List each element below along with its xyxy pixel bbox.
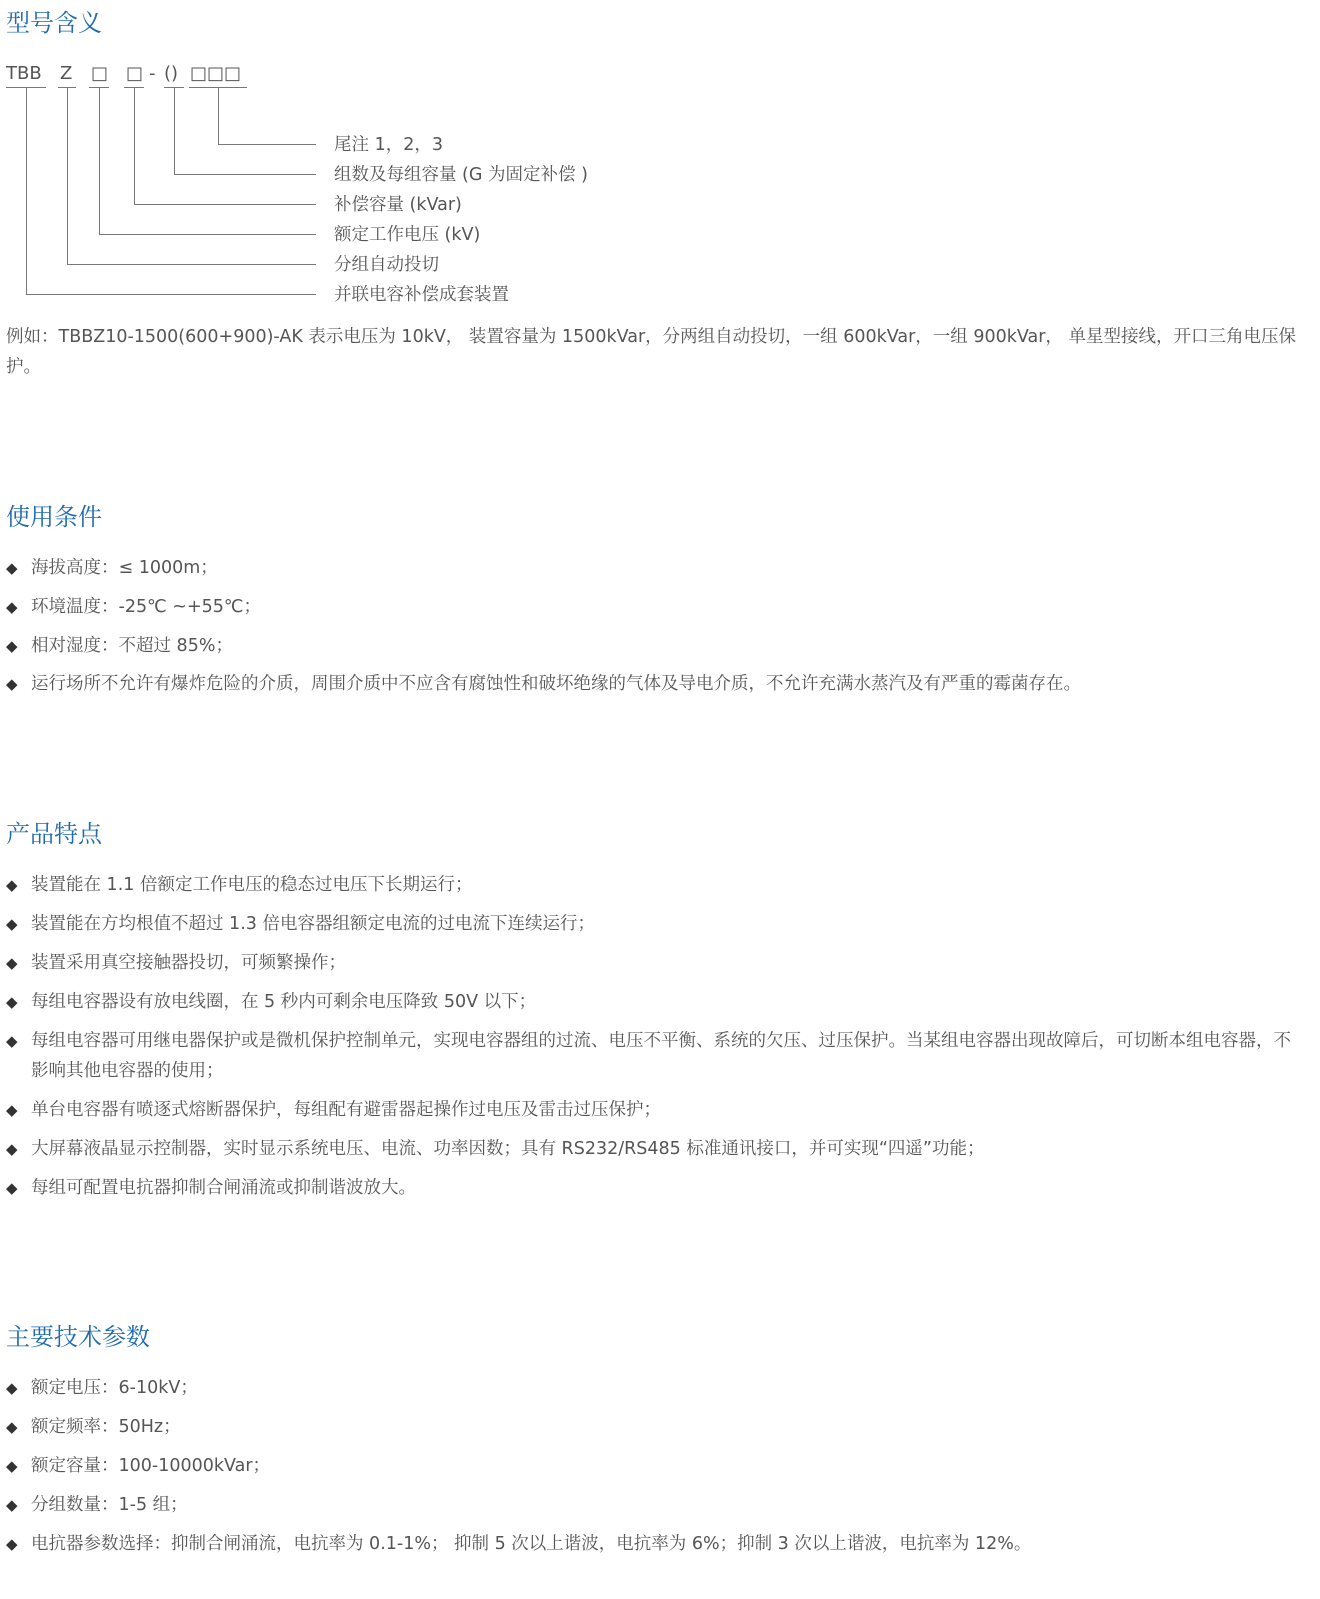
diamond-bullet-icon: ◆ bbox=[6, 1032, 18, 1050]
list-item-text: 装置能在 1.1 倍额定工作电压的稳态过电压下长期运行； bbox=[31, 875, 473, 895]
diamond-bullet-icon: ◆ bbox=[6, 1535, 18, 1553]
list-item-text: 每组电容器设有放电线圈，在 5 秒内可剩余电压降致 50V 以下； bbox=[31, 992, 537, 1012]
list-item bbox=[6, 1026, 1306, 1086]
list-item bbox=[6, 948, 1306, 978]
label-suffix: 尾注 1，2，3 bbox=[334, 135, 443, 155]
code-part-capacity: □ bbox=[126, 63, 144, 84]
list-item bbox=[6, 1490, 1306, 1520]
code-part-z: Z bbox=[60, 63, 73, 84]
list-item-text: 每组可配置电抗器抑制合闸涌流或抑制谐波放大。 bbox=[31, 1178, 416, 1198]
conditions-section-title: 使用条件 bbox=[6, 503, 102, 531]
label-voltage: 额定工作电压 (kV) bbox=[334, 225, 481, 245]
list-item bbox=[6, 1095, 1306, 1125]
leader-suffix-h bbox=[218, 144, 316, 145]
code-part-voltage: □ bbox=[91, 63, 109, 84]
list-item bbox=[6, 1373, 1306, 1403]
list-item bbox=[6, 669, 1306, 699]
label-groups: 组数及每组容量 (G 为固定补偿 ) bbox=[334, 165, 588, 185]
list-item-text: 电抗器参数选择：抑制合闸涌流，电抗率为 0.1-1%； 抑制 5 次以上谐波，电抗率为 6%；抑制 3 次以上谐波，电抗率为 12%。 bbox=[31, 1534, 1032, 1554]
diamond-bullet-icon: ◆ bbox=[6, 559, 18, 577]
leader-tbb-h bbox=[26, 294, 316, 295]
label-capacity: 补偿容量 (kVar) bbox=[334, 195, 462, 215]
diamond-bullet-icon: ◆ bbox=[6, 915, 18, 933]
leader-capacity-v bbox=[134, 87, 135, 205]
list-item-text: 单台电容器有喷逐式熔断器保护，每组配有避雷器起操作过电压及雷击过压保护； bbox=[31, 1100, 661, 1120]
list-item-text: 相对湿度：不超过 85%； bbox=[31, 636, 233, 656]
list-item bbox=[6, 1451, 1306, 1481]
leader-voltage-h bbox=[99, 234, 316, 235]
diamond-bullet-icon: ◆ bbox=[6, 598, 18, 616]
list-item bbox=[6, 909, 1306, 939]
model-section-title: 型号含义 bbox=[6, 9, 102, 37]
diamond-bullet-icon: ◆ bbox=[6, 1418, 18, 1436]
list-item bbox=[6, 987, 1306, 1017]
list-item-text: 海拔高度：≤ 1000m； bbox=[31, 558, 218, 578]
params-section-title: 主要技术参数 bbox=[6, 1323, 150, 1351]
list-item bbox=[6, 1412, 1306, 1442]
diamond-bullet-icon: ◆ bbox=[6, 1101, 18, 1119]
leader-voltage-v bbox=[99, 87, 100, 235]
list-item-text: 大屏幕液晶显示控制器，实时显示系统电压、电流、功率因数；具有 RS232/RS485 标准通讯接口，并可实现“四遥”功能； bbox=[31, 1139, 985, 1159]
label-device: 并联电容补偿成套装置 bbox=[334, 285, 509, 305]
list-item bbox=[6, 553, 1306, 583]
features-section-title: 产品特点 bbox=[6, 820, 102, 848]
diamond-bullet-icon: ◆ bbox=[6, 1179, 18, 1197]
list-item-text: 额定频率：50Hz； bbox=[31, 1417, 181, 1437]
leader-z-v bbox=[67, 87, 68, 265]
diamond-bullet-icon: ◆ bbox=[6, 876, 18, 894]
leader-z-h bbox=[67, 264, 316, 265]
code-part-groups: () bbox=[164, 63, 179, 84]
list-item-text: 额定电压：6-10kV； bbox=[31, 1378, 198, 1398]
diamond-bullet-icon: ◆ bbox=[6, 675, 18, 693]
list-item-text: 装置采用真空接触器投切，可频繁操作； bbox=[31, 953, 346, 973]
model-example: 例如：TBBZ10-1500(600+900)-AK 表示电压为 10kV， 装置容量为 1500kVar，分两组自动投切，一组 600kVar，一组 900kVar， 单星型接线，开口三角电压保护。 bbox=[6, 327, 1296, 377]
list-item-text: 每组电容器可用继电器保护或是微机保护控制单元，实现电容器组的过流、电压不平衡、系统的欠压、过压保护。当某组电容器出现故障后，可切断本组电容器，不影响其他电容器的使用； bbox=[31, 1031, 1291, 1081]
list-item bbox=[6, 631, 1306, 661]
code-part-suffix: □□□ bbox=[190, 63, 242, 84]
list-item bbox=[6, 870, 1306, 900]
diamond-bullet-icon: ◆ bbox=[6, 1379, 18, 1397]
diamond-bullet-icon: ◆ bbox=[6, 1457, 18, 1475]
diamond-bullet-icon: ◆ bbox=[6, 637, 18, 655]
diamond-bullet-icon: ◆ bbox=[6, 1140, 18, 1158]
list-item bbox=[6, 592, 1306, 622]
label-auto-switch: 分组自动投切 bbox=[334, 255, 439, 275]
leader-groups-v bbox=[174, 87, 175, 175]
list-item-text: 运行场所不允许有爆炸危险的介质，周围介质中不应含有腐蚀性和破坏绝缘的气体及导电介质，不允许充满水蒸汽及有严重的霉菌存在。 bbox=[31, 674, 1081, 694]
list-item-text: 装置能在方均根值不超过 1.3 倍电容器组额定电流的过电流下连续运行； bbox=[31, 914, 595, 934]
list-item bbox=[6, 1529, 1306, 1559]
list-item bbox=[6, 1173, 1306, 1203]
diamond-bullet-icon: ◆ bbox=[6, 1496, 18, 1514]
leader-tbb-v bbox=[26, 87, 27, 295]
list-item-text: 额定容量：100-10000kVar； bbox=[31, 1456, 271, 1476]
list-item-text: 环境温度：-25℃ ~+55℃； bbox=[31, 597, 262, 617]
leader-capacity-h bbox=[134, 204, 316, 205]
diamond-bullet-icon: ◆ bbox=[6, 954, 18, 972]
code-part-dash: - bbox=[149, 63, 156, 84]
leader-groups-h bbox=[174, 174, 316, 175]
list-item bbox=[6, 1134, 1306, 1164]
code-part-tbb: TBB bbox=[6, 63, 42, 84]
leader-suffix-v bbox=[218, 87, 219, 145]
list-item-text: 分组数量：1-5 组； bbox=[31, 1495, 188, 1515]
diamond-bullet-icon: ◆ bbox=[6, 993, 18, 1011]
